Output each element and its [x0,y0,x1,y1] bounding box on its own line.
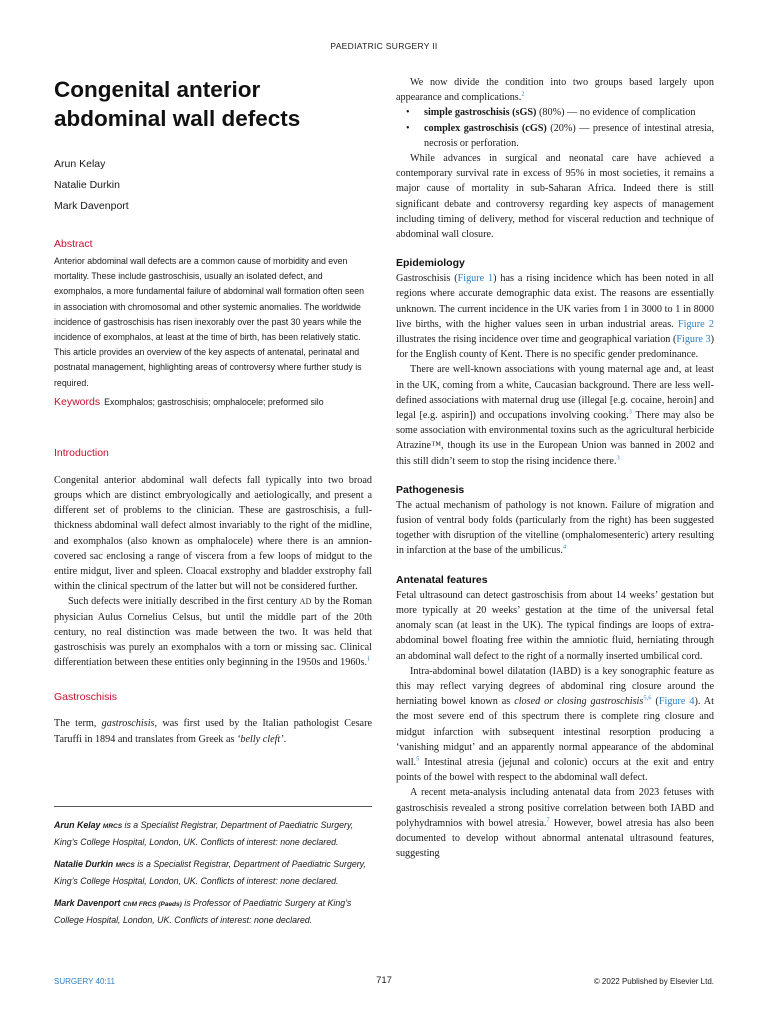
affiliation [54,857,372,888]
affiliation-credentials: MRCS [102,823,123,830]
epidemiology-paragraph [396,362,714,468]
text-run: (80%) — no evidence of complication [536,107,696,119]
text-run: ) for the English county of Kent. There is no specific gender predominance. [396,334,714,361]
abstract-heading: Abstract [54,238,93,250]
figure-link[interactable]: Figure 4 [658,696,695,708]
affiliation [54,818,372,849]
author-name: Arun Kelay [54,158,106,170]
journal-citation: SURGERY 40:11 [54,977,115,986]
author-affiliations [54,806,372,935]
introduction-heading: Introduction [54,446,109,459]
reference-link[interactable]: 4 [562,544,567,552]
text-run: , was first used by the Italian pathologist Cesare Taruffi in 1894 and translates from Greek as [54,718,372,745]
left-column [54,75,372,747]
author-name: Natalie Durkin [54,179,120,191]
epidemiology-paragraph [396,271,714,362]
introduction-paragraph: Congenital anterior abdominal wall defects fall typically into two broad groups which are distinct embryologically and aetiologically, and present a different set of problems to the clinician. These are gastroschisis, a full-thickness abdominal wall defect almost invariably to the right of the midline, and exomphalos (also known as omphalocele) where there is an amnion-covered sac enclosing a range of viscera from a few loops of midgut to the entire midgut, liver and spleen. Cloacal exstrophy and bladder exstrophy fall within the clinical spectrum of the latter but will not be considered further. [54,474,372,593]
epidemiology-heading: Epidemiology [396,257,465,270]
figure-link[interactable]: Figure 2 [678,318,714,330]
keywords-line [54,395,372,410]
text-run: ). At the most severe end of this spectrum there is complete ring closure and midgut infarction with subsequent intestinal resorption producing a ‘vanishing midgut’ and an apparently normal appearance of the abdominal wall. [396,696,714,768]
affiliation-text: is Professor of Paediatric Surgery at King’s College Hospital, London, UK. Conflicts of interest: none declared. [54,898,352,925]
copyright-notice: © 2022 Published by Elsevier Ltd. [593,977,714,986]
text-run: illustrates the rising incidence over time and geographical variation ( [396,334,677,346]
reference-link[interactable]: 1 [367,655,371,663]
pathogenesis-paragraph [396,498,714,559]
reference-link[interactable]: 5,6 [643,694,652,702]
list-term: complex gastroschisis (cGS) [424,122,547,134]
antenatal-paragraph [396,785,714,861]
text-run: (20%) — presence of intestinal atresia, necrosis or perforation. [424,122,714,149]
page-number: 717 [376,975,392,986]
classification-list [396,105,714,151]
text-run: There are well-known associations with young maternal age and, at least in the UK, coming from a white, Caucasian background. There are less well-defined associations with maternal drug use (illegal [e.g. cocaine, heroin] and legal [e.g. aspirin]) and occupations involving cooking. [396,364,714,422]
affiliation-name: Mark Davenport [54,898,121,908]
reference-link[interactable]: 7 [546,816,550,824]
affiliation-name: Natalie Durkin [54,859,114,869]
text-run: There may also be some association with environmental toxins such as the agricultural herbicide Atrazine™, though its use in the European Union was banned in 2002 and this still didn’t seem to stop the rising incidence there. [396,410,715,467]
figure-link[interactable]: Figure 1 [457,273,494,285]
author-name: Mark Davenport [54,200,129,212]
affiliation-name: Arun Kelay [54,820,101,830]
text-run: Intestinal atresia (jejunal and colonic) occurs at the exit and entry points of the bowel with respect to the abdominal wall defect. [396,756,714,784]
antenatal-heading: Antenatal features [396,573,488,586]
text-run: ) has a rising incidence which has been noted in all regions where accurate demographic data exist. The reasons are essentially unknown. The current incidence in the UK varies from 1 in 3000 to 1 in 8000 live births, with the higher values seen in urban industrial areas. [396,273,714,330]
author-list [54,154,372,217]
reference-link[interactable]: 5 [416,755,420,763]
affiliation-text: is a Specialist Registrar, Department of Paediatric Surgery, King’s College Hospital, London, UK. Conflicts of interest: none declared. [54,820,354,847]
body-paragraph [396,75,714,105]
affiliation-credentials: MRCS [115,862,135,869]
text-run: We now divide the condition into two groups based largely upon appearance and complications. [396,77,714,104]
keywords-text: Exomphalos; gastroschisis; omphalocele; preformed silo [104,396,324,407]
abstract-text: Anterior abdominal wall defects are a common cause of morbidity and even mortality. These include gastroschisis, usually an isolated defect, and exomphalos, a more fundamental failure of abdominal wall formation often seen in association with chromosomal and other systemic anomalies. The worldwide incidence of gastroschisis has risen inexorably over the past 30 years while the incidence of exomphalos, at least at the time of birth, has been relatively static. This article provides an overview of the key aspects of antenatal, perinatal and postnatal management, highlighting areas of controversy where further study is required. [54,256,365,388]
bullet-icon: • [406,122,410,134]
running-head: PAEDIATRIC SURGERY II [330,41,438,51]
text-run: Such defects were initially described in the first century [68,596,300,608]
figure-link[interactable]: Figure 3 [676,334,711,346]
right-column [396,75,714,861]
era-abbrev: AD [299,597,312,607]
keywords-label: Keywords [54,395,101,408]
list-item [406,105,714,120]
gastroschisis-heading: Gastroschisis [54,691,118,704]
reference-link[interactable]: 3 [628,408,632,416]
list-term: simple gastroschisis (sGS) [424,107,537,119]
text-run: The actual mechanism of pathology is not known. Failure of migration and fusion of ventral body folds (particularly from the right) has been suggested together with disruption of the vitelline (omphalomesenteric) artery resulting in infarction at the base of the umbilicus. [396,499,714,557]
term-italic: closed or closing gastroschisis [514,696,644,708]
term-italic: gastroschisis [101,718,155,730]
text-run: by the Roman physician Aulus Cornelius Celsus, but until the middle part of the 20th century, no real distinction was made between the two. It was held that gastroschisis was purely an exomphalos with a torn or missing sac. Clinical differentiation between these entities only beginning in the 1950s and 1960s. [54,596,373,669]
article-title: Congenital anterior abdominal wall defects [54,77,301,131]
bullet-icon: • [406,107,410,119]
term-italic: ‘belly cleft’ [236,733,284,745]
affiliation [54,896,372,927]
list-item [406,121,714,151]
antenatal-paragraph: Fetal ultrasound can detect gastroschisis from about 14 weeks’ gestation but more typically at 20 weeks’ gestation at the time of the universal fetal anomaly scan (at least in the UK). The typical findings are loops of extra-abdominal bowel floating free within the amniotic fluid, herniating through an abdominal wall defect to the right of a normally inserted umbilical cord. [396,589,714,662]
body-paragraph: While advances in surgical and neonatal care have achieved a contemporary survival rate in excess of 95% in most societies, it remains a major cause of mortality in sub-Saharan Africa. Indeed there is still significant debate and controversy regarding key aspects of management including timing of delivery, method for visceral reduction and technique of abdominal wall closure. [396,153,714,241]
reference-link[interactable]: 2 [521,90,525,98]
gastroschisis-paragraph [54,716,372,746]
pathogenesis-heading: Pathogenesis [396,483,465,496]
affiliation-text: is a Specialist Registrar, Department of Paediatric Surgery, King’s College Hospital, London, UK. Conflicts of interest: none declared. [54,859,366,886]
affiliation-credentials: ChM FRCS (Paeds) [122,901,182,908]
reference-link[interactable]: 3 [616,454,620,462]
text-run: The term, [54,718,102,730]
antenatal-paragraph [396,664,714,786]
text-run: However, bowel atresia has also been documented to develop without abnormal antenatal ultrasound features, suggesting [396,817,714,860]
text-run: A recent meta-analysis including antenatal data from 2023 fetuses with gastroschisis revealed a strong positive correlation between both IABD and polyhydramnios with bowel atresia. [396,787,714,829]
text-run: Gastroschisis ( [396,273,458,285]
text-run: . [283,733,287,745]
introduction-paragraph [54,594,372,670]
text-run: Intra-abdominal bowel dilatation (IABD) is a key sonographic feature as this may reflect varying degrees of abdominal ring closure around the herniating bowel known as [396,665,714,708]
text-run: ( [651,696,659,708]
